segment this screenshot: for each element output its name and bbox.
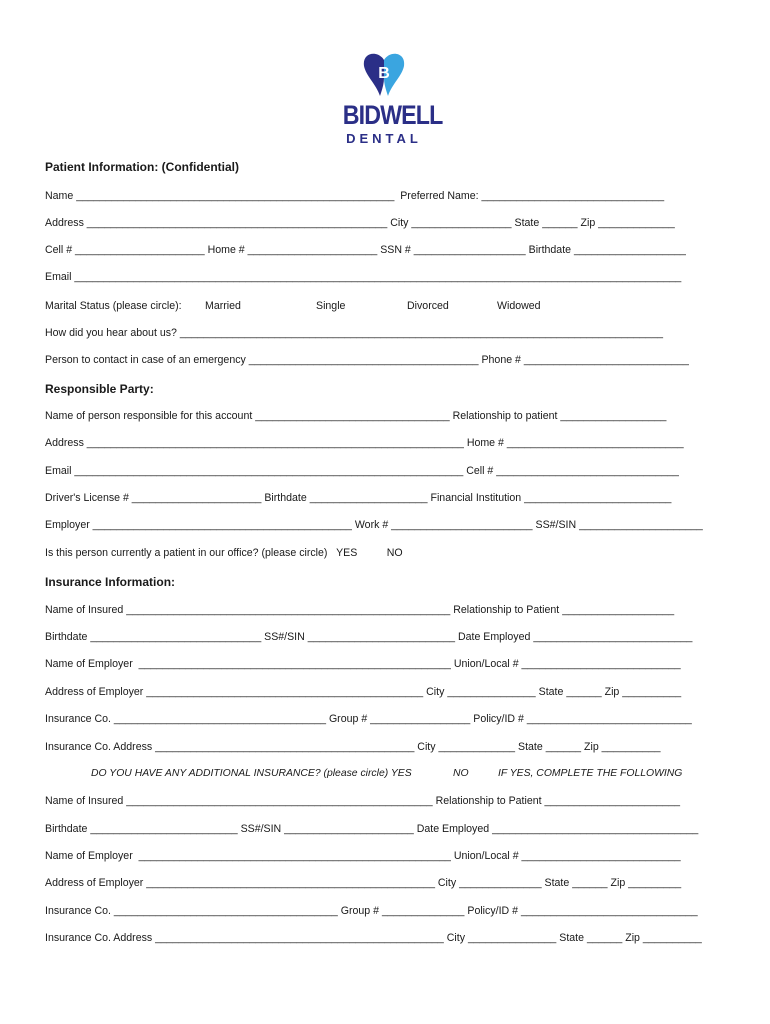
- insured-name-line[interactable]: Name of Insured _______________________________________________________ Relationship to Patient ___________________: [45, 604, 675, 616]
- employer-address-line[interactable]: Address of Employer _______________________________________________ City _______________ State ______ Zip __________: [45, 686, 682, 698]
- logo-brand-sub: DENTAL: [346, 131, 422, 146]
- email-line[interactable]: Email _______________________________________________________________________________________________________: [45, 271, 682, 283]
- bidwell-dental-logo: [336, 50, 443, 150]
- phone-line[interactable]: Cell # ______________________ Home # ______________________ SSN # ___________________ Birthdate ___________________: [45, 244, 686, 256]
- secondary-employer-address-line[interactable]: Address of Employer _________________________________________________ City ______________ State ______ Zip _________: [45, 877, 682, 889]
- marital-option-single[interactable]: Single: [316, 300, 346, 312]
- insured-birthdate-line[interactable]: Birthdate _____________________________ SS#/SIN _________________________ Date Employed ___________________________: [45, 631, 693, 643]
- responsible-address-line[interactable]: Address ________________________________________________________________ Home # ______________________________: [45, 437, 684, 449]
- secondary-birthdate-line[interactable]: Birthdate _________________________ SS#/SIN ______________________ Date Employed ___________________________________: [45, 823, 699, 835]
- svg-text:B: B: [378, 65, 390, 82]
- insured-employer-line[interactable]: Name of Employer _____________________________________________________ Union/Local # ___________________________: [45, 658, 681, 670]
- logo-brand-name: BIDWELL: [342, 100, 443, 130]
- additional-insurance-note: IF YES, COMPLETE THE FOLLOWING: [498, 768, 683, 779]
- marital-option-divorced[interactable]: Divorced: [407, 300, 449, 312]
- secondary-insurance-co-address-line[interactable]: Insurance Co. Address _________________________________________________ City _______________ State ______ Zip __________: [45, 932, 702, 944]
- additional-insurance-no[interactable]: NO: [453, 768, 469, 779]
- responsible-email-line[interactable]: Email __________________________________________________________________ Cell # _______________________________: [45, 465, 679, 477]
- address-line[interactable]: Address ___________________________________________________ City _________________ State ______ Zip _____________: [45, 217, 675, 229]
- responsible-license-line[interactable]: Driver's License # ______________________ Birthdate ____________________ Financial Institution _________________________: [45, 492, 672, 504]
- tooth-heart-icon: [360, 50, 408, 98]
- insurance-info-heading: Insurance Information:: [45, 575, 176, 589]
- responsible-name-line[interactable]: Name of person responsible for this account _________________________________ Relationship to patient __________________: [45, 410, 667, 422]
- insurance-co-line[interactable]: Insurance Co. ____________________________________ Group # _________________ Policy/ID # ____________________________: [45, 713, 692, 725]
- emergency-contact-line[interactable]: Person to contact in case of an emergency _______________________________________ Phone # ____________________________: [45, 354, 689, 366]
- secondary-insurance-co-line[interactable]: Insurance Co. ______________________________________ Group # ______________ Policy/ID # ______________________________: [45, 905, 698, 917]
- marital-option-married[interactable]: Married: [205, 300, 241, 312]
- marital-status-label: Marital Status (please circle):: [45, 300, 182, 312]
- insurance-co-address-line[interactable]: Insurance Co. Address ____________________________________________ City _____________ State ______ Zip __________: [45, 741, 661, 753]
- secondary-insured-name-line[interactable]: Name of Insured ____________________________________________________ Relationship to Patient _______________________: [45, 795, 681, 807]
- responsible-party-heading: Responsible Party:: [45, 382, 154, 396]
- name-line[interactable]: Name ______________________________________________________ Preferred Name: _______________________________: [45, 190, 665, 202]
- additional-insurance-question[interactable]: DO YOU HAVE ANY ADDITIONAL INSURANCE? (please circle) YES: [91, 768, 412, 779]
- patient-info-heading: Patient Information: (Confidential): [45, 160, 239, 174]
- marital-option-widowed[interactable]: Widowed: [497, 300, 541, 312]
- secondary-employer-line[interactable]: Name of Employer _____________________________________________________ Union/Local # ___________________________: [45, 850, 681, 862]
- responsible-employer-line[interactable]: Employer ____________________________________________ Work # ________________________ SS#/SIN _____________________: [45, 519, 703, 531]
- referral-line[interactable]: How did you hear about us? __________________________________________________________________________________: [45, 327, 663, 339]
- current-patient-question[interactable]: Is this person currently a patient in our office? (please circle) YES NO: [45, 547, 403, 559]
